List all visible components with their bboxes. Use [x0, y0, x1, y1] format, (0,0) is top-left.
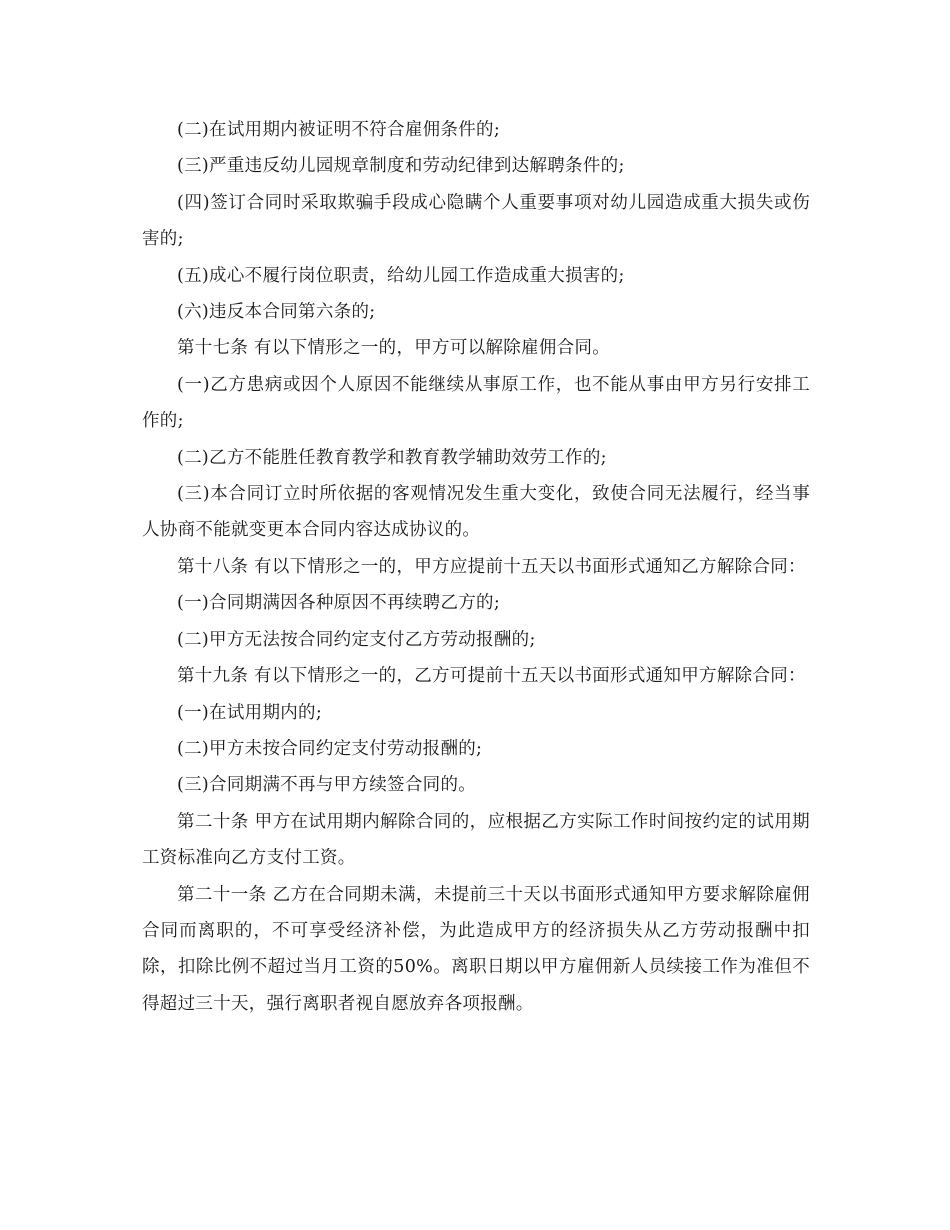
clause-paragraph: (三)合同期满不再与甲方续签合同的。 [177, 775, 477, 796]
clause-paragraph: (一)在试用期内的; [177, 702, 323, 723]
clause-paragraph: (二)在试用期内被证明不符合雇佣条件的; [177, 120, 501, 140]
clause-paragraph: (二)乙方不能胜任教育教学和教育教学辅助效劳工作的; [177, 447, 607, 468]
article-20-paragraph: 第二十条 甲方在试用期内解除合同的，应根据乙方实际工作时间按约定的试用期工资标准向乙方支付工资。 [142, 811, 810, 869]
clause-paragraph: (四)签订合同时采取欺骗手段成心隐瞒个人重要事项对幼儿园造成重大损失或伤害的; [142, 192, 810, 250]
clause-paragraph: (三)本合同订立时所依据的客观情况发生重大变化，致使合同无法履行，经当事人协商不能就变更本合同内容达成协议的。 [142, 484, 810, 541]
clause-paragraph: (一)乙方患病或因个人原因不能继续从事原工作，也不能从事由甲方另行安排工作的; [142, 374, 810, 432]
article-17-heading: 第十七条 有以下情形之一的，甲方可以解除雇佣合同。 [177, 338, 611, 359]
article-21-paragraph: 第二十一条 乙方在合同期未满，未提前三十天以书面形式通知甲方要求解除雇佣合同而离职的，不可享受经济补偿，为此造成甲方的经济损失从乙方劳动报酬中扣除，扣除比例不超过当月工资的50%。离职日期以甲方雇佣新人员续接工作为准但不得超过三十天，强行离职者视自愿放弃各项报酬。 [142, 884, 810, 1014]
clause-paragraph: (二)甲方未按合同约定支付劳动报酬的; [177, 738, 483, 759]
clause-paragraph: (六)违反本合同第六条的; [177, 302, 376, 323]
article-19-heading: 第十九条 有以下情形之一的，乙方可提前十五天以书面形式通知甲方解除合同： [177, 666, 806, 687]
article-18-heading: 第十八条 有以下情形之一的，甲方应提前十五天以书面形式通知乙方解除合同： [177, 556, 806, 577]
clause-paragraph: (五)成心不履行岗位职责，给幼儿园工作造成重大损害的; [177, 265, 625, 286]
clause-paragraph: (一)合同期满因各种原因不再续聘乙方的; [177, 593, 501, 614]
document-body [142, 112, 810, 1022]
clause-paragraph: (三)严重违反幼儿园规章制度和劳动纪律到达解聘条件的; [177, 156, 625, 177]
clause-paragraph: (二)甲方无法按合同约定支付乙方劳动报酬的; [177, 629, 536, 650]
